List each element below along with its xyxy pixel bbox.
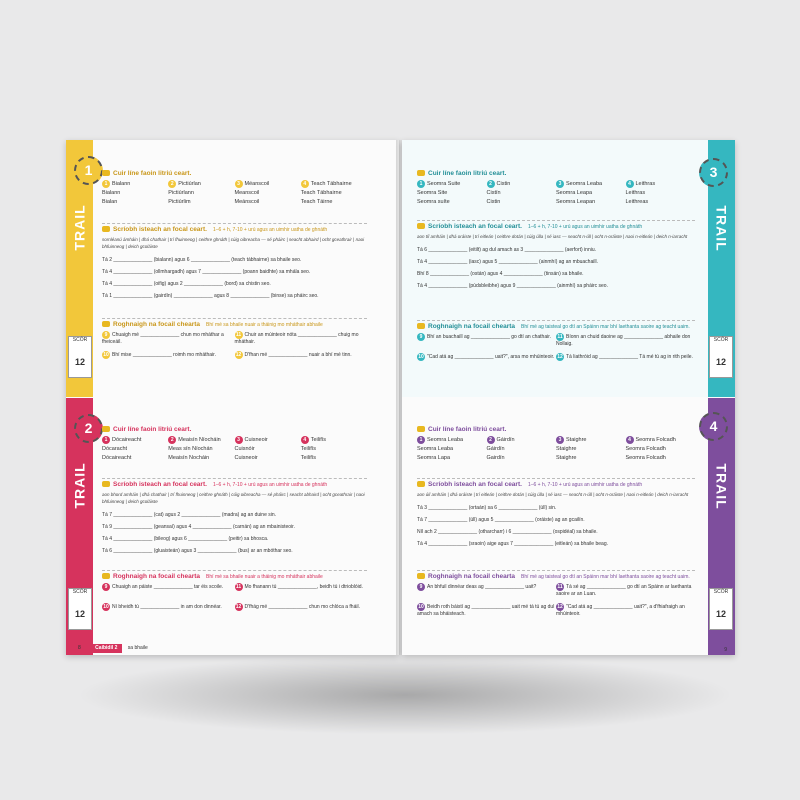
section-title: Cuir líne faoin litriú ceart. — [102, 168, 367, 180]
pencil-icon — [417, 170, 425, 176]
quiz-3 — [402, 140, 735, 397]
spelling-column: 1 Seomra Suite Seomra Site Seomra suíte — [417, 181, 461, 205]
word-bank: aon úil amháin | dhá oráiste | trí eitleán | ceithre dotán | cúig úlla | sé iasc — seacht n-úll | ocht n-oráiste | naoi n-eitleán | deich n-iarracht — [417, 492, 689, 497]
fill-line[interactable]: Tá 4 ______________ (púdsbleibhe) agus 9 ______________ (ainmhí) sa pháirc seo. — [417, 283, 608, 289]
spelling-column: 1 Bialann Bialann Bialan — [102, 181, 131, 205]
score-box — [68, 588, 92, 630]
section-title: Scríobh isteach an focal ceart. 1–6 + h, 7-10 + urú agus an uimhir uatha de ghnáth — [417, 479, 695, 491]
choose-item[interactable]: 12 D'fhág mé ______________ chun mo chlóca a fháil. — [235, 604, 360, 610]
choose-item[interactable]: 9 Bhí an buachaill ag ______________ go dtí an chathair. — [417, 333, 556, 353]
fill-line[interactable]: Tá 1 ______________ (gairdín) ______________ agus 8 ______________ (binse) sa pháirc seo. — [102, 293, 319, 299]
spelling-options — [417, 180, 695, 207]
score-label: SCÓR — [72, 337, 88, 343]
choose-item[interactable]: 11 Tá sé ag ______________ go dtí an Spáinn ar laethanta saoire ar an Luan. — [556, 584, 692, 597]
choose-item[interactable]: 12 Tá liathróid ag ______________ Tá mé tú ag in rith peile. — [557, 354, 693, 360]
section-choose-words — [417, 570, 695, 623]
pencil-icon — [417, 481, 425, 487]
spelling-column: 4 Leithras Leithras Leithreas — [625, 181, 656, 205]
trail-label: TRAIL — [71, 204, 88, 251]
fill-line[interactable]: Tá 4 ______________ (iasc) agus 5 ______________ (ainmhí) ag an mbuachaill. — [417, 259, 598, 265]
section-fill-words — [102, 478, 367, 557]
spelling-column: 4 Seomra Folcadh Seomra Folcadh Seomra Folcadh — [625, 437, 676, 461]
choose-item[interactable]: 10 "Cad atá ag ______________ uait?", arsa mo mhúinteoir. — [418, 354, 555, 360]
section-title: Roghnaigh na focail chearta Bhí mé sa bhaile nuair a tháinig mo mháthair abhaile — [102, 571, 367, 583]
section-spelling — [102, 424, 367, 463]
spelling-column: 4 Teilifís Teilifís Teilifís — [300, 437, 327, 461]
spelling-options — [417, 436, 695, 463]
score-label: SCÓR — [713, 337, 729, 343]
choose-item[interactable]: 9 Chuaigh an páiste ______________ tar éis scoile. — [102, 583, 235, 603]
fill-line[interactable]: Tá 6 ______________ (gluaisteán) agus 3 ______________ (bus) ar an mbóthar seo. — [102, 548, 293, 554]
fill-line[interactable]: Tá 6 ______________ (eitilt) ag dul amach as 3 ______________ (aerfort) inniu. — [417, 247, 597, 253]
fill-line[interactable]: Tá 9 ______________ (geansaí) agus 4 ______________ (carnán) ag an mbainisteoir. — [102, 524, 295, 530]
section-title: Cuir líne faoin litriú ceart. — [417, 424, 695, 436]
choose-item[interactable]: 9 Chuaigh mé ______________ chun mo mháthar a fheiceáil. — [102, 332, 224, 345]
quiz-1 — [66, 140, 399, 397]
quiz-number-badge: 3 — [699, 158, 728, 187]
chapter-tag: Caibidil 2 — [90, 644, 122, 653]
pencil-icon — [102, 573, 110, 579]
pencil-icon — [417, 223, 425, 229]
choose-item[interactable]: 11 Chuir an múinteoir nóta ______________ chuig mo mháthair. — [234, 332, 359, 345]
choose-item[interactable]: 11 Mo fhanann tú ______________, beidh tú i dtrioblóid. — [235, 584, 363, 590]
spelling-column: 1 Dócaireacht Dócaracht Dócaireacht — [102, 437, 142, 461]
score-max: 12 — [715, 609, 726, 619]
choose-item[interactable]: 10 Ní bheidh tú ______________ in am don dinnéar. — [103, 604, 222, 610]
fill-line[interactable]: Tá 7 ______________ (úll) agus 5 ______________ (oráiste) ag an gcailín. — [417, 517, 585, 523]
section-fill-words — [102, 223, 367, 302]
pencil-icon — [102, 481, 110, 487]
quiz-number-badge: 4 — [699, 412, 728, 441]
word-bank: sornléanú ámháin | dhá chathair | trí fhuinneog | ceithre ghnáth | cúig oibreacha — sé pháirc | seacht abhaird | ocht gceathrair | naoi bhfuinneog | deich gcoláiste — [102, 237, 365, 249]
section-choose-words — [102, 570, 367, 623]
fill-line[interactable]: Tá 7 ______________ (cat) agus 2 ______________ (madra) ag an duine sin. — [102, 512, 277, 518]
pencil-icon — [102, 426, 110, 432]
trail-label: TRAIL — [713, 463, 730, 510]
trail-label: TRAIL — [713, 205, 730, 252]
section-spelling — [417, 168, 695, 207]
fill-line[interactable]: Bhí 8 ______________ (ostán) agus 4 ______________ (tinsán) sa bhaile. — [417, 271, 584, 277]
spelling-column: 2 Cistin Cistín Cistin — [486, 181, 511, 205]
section-fill-words — [417, 220, 695, 292]
fill-line[interactable]: Tá 4 ______________ (ollmhargadh) agus 7 ______________ (poann baidhte) sa mhála seo. — [102, 269, 311, 275]
fill-line[interactable]: Tá 3 ______________ (ortaán) sa 6 ______________ (úll) sin. — [417, 505, 557, 511]
score-box — [709, 588, 733, 630]
pencil-icon — [417, 323, 425, 329]
spelling-column: 2 Meaisín Níocháin Meas sín Níochán Meaisín Nocháin — [168, 437, 221, 461]
quiz-number-badge: 1 — [74, 156, 103, 185]
fill-line[interactable]: Tá 4 ______________ (sraoin) aige agus 7 ______________ (eitleán) sa bhaile beag. — [417, 541, 608, 547]
section-choose-words — [102, 318, 367, 371]
section-choose-words — [417, 320, 695, 373]
word-bank: aon bhord amháin | dhá chathair | trí fhuinneog | ceithre ghnáth | cúig oibreacha — sé pháirc | seacht abhaird | ocht gceathrair | naoi bhfuinneog | deich gcoláiste — [102, 492, 365, 504]
score-box — [709, 336, 733, 378]
pencil-icon — [102, 226, 110, 232]
section-spelling — [417, 424, 695, 463]
choose-items — [102, 583, 367, 623]
score-box — [68, 336, 92, 378]
section-title: Cuir líne faoin litriú ceart. — [102, 424, 367, 436]
book-shadow — [75, 655, 735, 735]
spelling-column: 3 Méanscoil Meanscoil Meánscoil — [234, 181, 270, 205]
section-fill-words — [417, 478, 695, 550]
choose-item[interactable]: 12 D'fhan mé ______________ nuair a bhí mé tinn. — [235, 352, 352, 358]
spelling-column: 1 Seomra Leaba Seomra Leaba Seomra Lapa — [417, 437, 464, 461]
spelling-options — [102, 436, 367, 463]
pencil-icon — [417, 573, 425, 579]
fill-line[interactable]: Tá 4 ______________ (bileog) agus 6 ______________ (peitir) sa bhosca. — [102, 536, 269, 542]
chapter-title: sa bhaile — [127, 645, 148, 651]
choose-item[interactable]: 9 An bhfuil dinnéar deas ag ______________ uait? — [417, 583, 556, 603]
page-number: 9 — [724, 647, 727, 653]
quiz-2 — [66, 398, 399, 655]
spelling-column: 2 Gáirdín Gáirdín Gairdín — [486, 437, 515, 461]
choose-item[interactable]: 10 Bhí mise ______________ roimh mo mháthair. — [103, 352, 216, 358]
section-title: Roghnaigh na focail chearta Bhí mé ag taisteal go dtí an Spáinn mar bhí laethanta saoire ag teacht uaim. — [417, 321, 695, 333]
section-title: Roghnaigh na focail chearta Bhí mé ag taisteal go dtí an Spáinn mar bhí laethanta saoire ag teacht uaim. — [417, 571, 695, 583]
word-bank: aon tíl amháin | dhá oráiste | trí eitleán | ceithre dotán | cúig úlla | sé iasc — seacht n-úll | ocht n-oráiste | naoi n-eitleán | deich n-iarracht — [417, 234, 688, 239]
fill-line[interactable]: Tá 4 ______________ (oifig) agus 2 ______________ (bord) sa chistin seo. — [102, 281, 271, 287]
choose-item[interactable]: 11 Bíonn an chuid daoine ag ______________ abhaile don Nollaig. — [556, 334, 691, 347]
spelling-column: 4 Teach Tábhairne Teach Tábhairne Teach Táirne — [300, 181, 352, 205]
fill-line[interactable]: Níl ach 2 ______________ (otharcharr) i 6 ______________ (ospidéal) sa bhaile. — [417, 529, 598, 535]
quiz-4 — [402, 398, 735, 655]
spelling-column: 2 Pictiúrlan Pictiúrlann Pictiúrlim — [168, 181, 201, 205]
choose-item[interactable]: 12 "Cad atá ag ______________ uait?", a d'fhiafraigh an mhúinteoir. — [556, 604, 685, 617]
pencil-icon — [102, 321, 110, 327]
pencil-icon — [102, 170, 110, 176]
spelling-column: 3 Staighre Staighre Staighre — [556, 437, 587, 461]
choose-items — [417, 333, 695, 373]
fill-line[interactable]: Tá 2 ______________ (bialann) agus 6 ______________ (teach tábhairne) sa bhaile seo. — [102, 257, 302, 263]
choose-item[interactable]: 10 Beidh roth báistí ag ______________ uait mé tá tú ag dul amach sa bháisteach. — [417, 604, 555, 617]
left-page — [66, 140, 399, 655]
right-page — [402, 140, 735, 655]
score-label: SCÓR — [72, 589, 88, 595]
page-footer — [66, 642, 399, 655]
section-title: Cuir líne faoin litriú ceart. — [417, 168, 695, 180]
choose-items — [417, 583, 695, 623]
page-number: 8 — [78, 645, 81, 651]
section-spelling — [102, 168, 367, 207]
spelling-column: 3 Seomra Leaba Seomra Leapa Seomra Leapan — [556, 181, 603, 205]
section-title: Scríobh isteach an focal ceart. 1–6 + h, 7-10 + urú agus an uimhir uatha de ghnáth — [102, 479, 367, 491]
score-max: 12 — [74, 609, 85, 619]
section-title: Scríobh isteach an focal ceart. 1–6 + h, 7-10 + urú agus an uimhir uatha de ghnáth — [417, 221, 695, 233]
trail-label: TRAIL — [71, 462, 88, 509]
spelling-column: 3 Cuisneoir Cuisnóir Cuisneoir — [234, 437, 268, 461]
quiz-number-badge: 2 — [74, 414, 103, 443]
section-title: Scríobh isteach an focal ceart. 1–6 + h, 7-10 + urú agus an uimhir uatha de ghnáth — [102, 224, 367, 236]
score-max: 12 — [74, 357, 85, 367]
spelling-options — [102, 180, 367, 207]
score-max: 12 — [715, 357, 726, 367]
choose-items — [102, 331, 367, 371]
section-title: Roghnaigh na focail chearta Bhí mé sa bhaile nuair a tháinig mo mháthair abhaile — [102, 319, 367, 331]
pencil-icon — [417, 426, 425, 432]
score-label: SCÓR — [713, 589, 729, 595]
